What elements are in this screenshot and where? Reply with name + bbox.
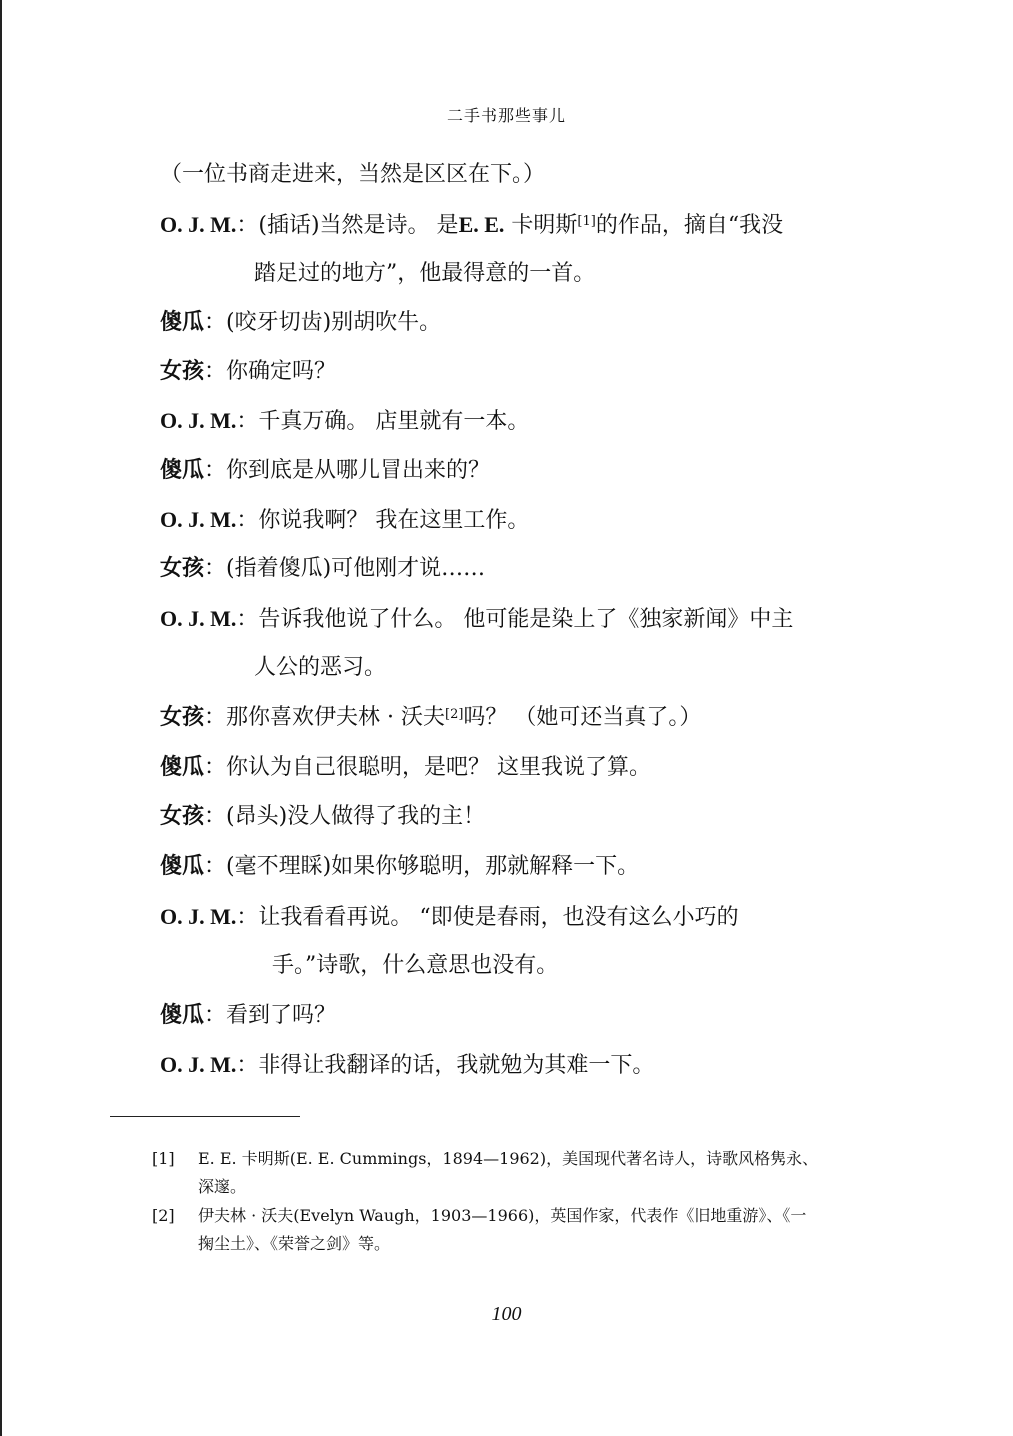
- line-text: ：你确定吗？: [204, 359, 337, 384]
- speaker: 傻瓜: [160, 755, 205, 780]
- page-number: 100: [491, 1303, 522, 1325]
- line-text: ：(毫不理睬)如果你够聪明，那就解释一下。: [204, 854, 640, 879]
- speaker: 傻瓜: [160, 310, 205, 335]
- dialogue-line: [160, 505, 529, 536]
- speaker: 傻瓜: [160, 458, 205, 483]
- footnote-mark: [2]: [152, 1206, 175, 1225]
- line-text: ：(昂头)没人做得了我的主！: [204, 804, 486, 829]
- dialogue-line: [160, 1050, 654, 1081]
- line-text: 吗？ （她可还当真了。）: [463, 705, 702, 730]
- line-text: 踏足过的地方”，他最得意的一首。: [254, 261, 596, 286]
- dialogue-continuation: [254, 653, 386, 683]
- running-header: 二手书那些事儿: [446, 106, 566, 125]
- dialogue-line: [160, 703, 701, 733]
- dialogue-line: [160, 1001, 336, 1031]
- speaker: 女孩: [160, 804, 205, 829]
- line-text: 人公的恶习。: [254, 655, 387, 680]
- line-text: E. E.: [458, 212, 505, 237]
- dialogue-line: [160, 456, 490, 486]
- speaker: O. J. M.: [160, 408, 237, 433]
- line-text: 的作品，摘自“我没: [595, 213, 784, 238]
- dialogue-continuation: [254, 259, 595, 289]
- speaker: O. J. M.: [160, 212, 237, 237]
- footnote-text: 深邃。: [198, 1177, 247, 1196]
- line-text: 卡明斯: [504, 213, 578, 238]
- speaker: 傻瓜: [160, 854, 205, 879]
- line-text: ：那你喜欢伊夫林 · 沃夫: [204, 705, 445, 730]
- speaker: 女孩: [160, 705, 205, 730]
- footnote-text: E. E. 卡明斯(E. E. Cummings，1894—1962)，美国现代著名诗人，诗歌风格隽永、: [198, 1149, 819, 1168]
- speaker: 傻瓜: [160, 1003, 205, 1028]
- line-text: ：(插话)当然是诗。 是: [236, 213, 459, 238]
- speaker: O. J. M.: [160, 606, 237, 631]
- speaker: O. J. M.: [160, 507, 237, 532]
- line-text: ：千真万确。 店里就有一本。: [236, 409, 530, 434]
- dialogue-line: [160, 753, 651, 783]
- line-text: ：(指着傻瓜)可他刚才说……: [204, 556, 486, 581]
- dialogue-line: [160, 902, 739, 933]
- footnote-ref: [2]: [445, 707, 464, 722]
- dialogue-line: [160, 802, 485, 832]
- footnote-text: 伊夫林 · 沃夫(Evelyn Waugh，1903—1966)，英国作家，代表作《旧地重游》、《一: [198, 1206, 807, 1225]
- line-text: （一位书商走进来，当然是区区在下。）: [160, 162, 546, 187]
- stage-direction: [160, 160, 545, 190]
- footnote-mark: [1]: [152, 1149, 175, 1168]
- dialogue-line: [160, 852, 639, 882]
- line-text: ：你到底是从哪儿冒出来的？: [204, 458, 491, 483]
- dialogue-line: [160, 357, 336, 387]
- line-text: 手。”诗歌，什么意思也没有。: [272, 953, 559, 978]
- dialogue-line: [160, 554, 485, 584]
- speaker: O. J. M.: [160, 1052, 237, 1077]
- line-text: ：(咬牙切齿)别胡吹牛。: [204, 310, 442, 335]
- page-edge: [0, 0, 2, 1436]
- line-text: ：非得让我翻译的话，我就勉为其难一下。: [236, 1053, 655, 1078]
- footnote-continuation: [198, 1173, 246, 1201]
- footnote-text: 掬尘土》、《荣誉之剑》等。: [198, 1234, 391, 1253]
- speaker: 女孩: [160, 556, 205, 581]
- footnote: [152, 1202, 806, 1230]
- footnote-continuation: [198, 1230, 390, 1258]
- line-text: ：看到了吗？: [204, 1003, 337, 1028]
- line-text: ：你认为自己很聪明，是吧？ 这里我说了算。: [204, 755, 652, 780]
- line-text: ：你说我啊？ 我在这里工作。: [236, 508, 530, 533]
- dialogue-continuation: [272, 951, 558, 981]
- footnote-separator: [110, 1116, 300, 1117]
- footnote: [152, 1145, 818, 1173]
- speaker: 女孩: [160, 359, 205, 384]
- line-text: ：告诉我他说了什么。 他可能是染上了《独家新闻》中主: [236, 607, 794, 632]
- dialogue-line: [160, 308, 441, 338]
- line-text: ：让我看看再说。 “即使是春雨，也没有这么小巧的: [236, 905, 739, 930]
- dialogue-line: [160, 210, 783, 241]
- footnote-ref: [1]: [577, 214, 596, 229]
- dialogue-line: [160, 406, 529, 437]
- speaker: O. J. M.: [160, 904, 237, 929]
- dialogue-line: [160, 604, 793, 635]
